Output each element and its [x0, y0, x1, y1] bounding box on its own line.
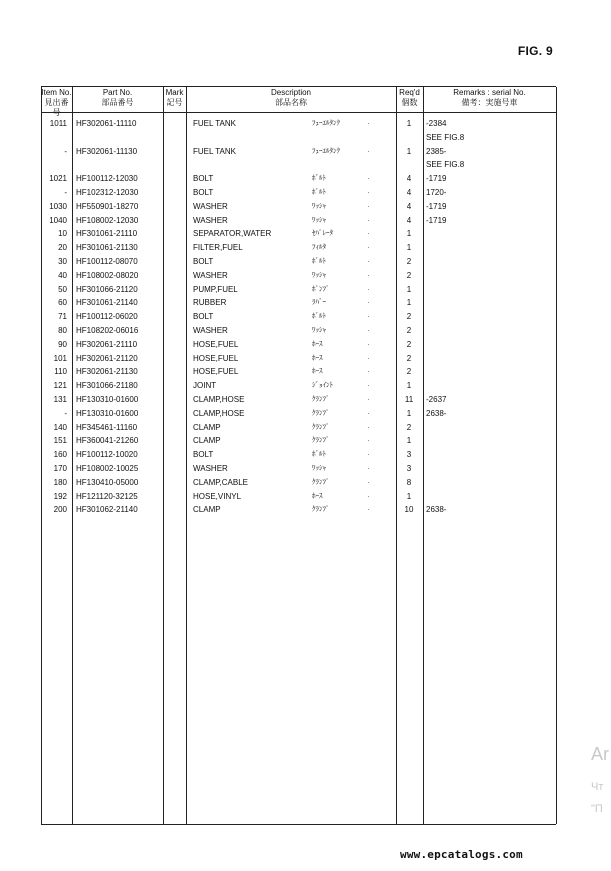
cell-part: HF100112-12030	[76, 174, 138, 184]
scan-dot	[368, 509, 369, 510]
header-item-no: Item No. 見出番号	[41, 88, 72, 117]
cell-qty: 4	[406, 187, 412, 197]
scan-dot	[368, 427, 369, 428]
table-row	[41, 241, 556, 255]
cell-part: HF302061-21110	[76, 339, 138, 349]
table-row	[41, 462, 556, 476]
scan-dot	[368, 371, 369, 372]
table-row	[41, 283, 556, 297]
table-row	[41, 145, 556, 159]
table-row	[41, 365, 556, 379]
cell-part: HF108002-08020	[76, 270, 139, 280]
cell-qty: 1	[406, 436, 412, 446]
cell-kana: ｼﾞｮｲﾝﾄ	[312, 382, 333, 390]
cell-part: HF301061-21140	[76, 298, 138, 308]
table-row	[41, 434, 556, 448]
cell-item: 40	[58, 270, 67, 280]
cell-item: 151	[53, 436, 67, 446]
cell-kana: ﾎｰｽ	[312, 492, 323, 500]
cell-qty: 2	[406, 353, 412, 363]
scan-dot	[368, 247, 369, 248]
cell-qty: 4	[406, 174, 412, 184]
cell-kana: ﾎﾞﾙﾄ	[312, 175, 326, 183]
cell-part: HF301061-21130	[76, 243, 138, 253]
cell-kana: ﾎﾞﾙﾄ	[312, 257, 326, 265]
scan-dot	[368, 151, 369, 152]
cell-item: -	[64, 146, 67, 156]
scan-dot	[368, 399, 369, 400]
cell-desc: CLAMP	[193, 436, 221, 446]
cell-desc: FUEL TANK	[193, 146, 236, 156]
cell-kana: ｸﾗﾝﾌﾟ	[312, 423, 330, 431]
cell-kana: ﾎﾟﾝﾌﾟ	[312, 285, 330, 293]
scan-dot	[368, 206, 369, 207]
table-row	[41, 393, 556, 407]
cell-item: 140	[53, 422, 67, 432]
cell-part: HF130410-05000	[76, 477, 139, 487]
cell-item: 10	[58, 229, 67, 239]
cell-item: 110	[54, 367, 67, 377]
cell-part: HF100112-10020	[76, 450, 138, 460]
cell-remark: 2638-	[426, 408, 447, 418]
cell-remark: 2385-	[426, 146, 447, 156]
cell-kana: ｸﾗﾝﾌﾟ	[312, 478, 330, 486]
cell-desc: BOLT	[193, 174, 214, 184]
table-row	[41, 117, 556, 131]
cell-qty: 2	[406, 256, 412, 266]
cell-kana: ﾌｭｰｴﾙﾀﾝｸ	[312, 147, 340, 155]
cell-item: 50	[58, 284, 67, 294]
cell-remark: -2384	[426, 119, 447, 128]
table-row	[41, 255, 556, 269]
table-row	[41, 379, 556, 393]
cell-kana: ﾗﾊﾞｰ	[312, 299, 326, 307]
cell-part: HF108202-06016	[76, 325, 139, 335]
cell-item: -	[64, 408, 67, 418]
cell-kana: ﾜｯｼｬ	[312, 326, 326, 334]
scan-dot	[368, 330, 369, 331]
scan-dot	[368, 358, 369, 359]
cell-item: 80	[58, 325, 67, 335]
cell-remark: SEE FIG.8	[426, 160, 465, 170]
table-row	[41, 186, 556, 200]
cell-desc: HOSE,FUEL	[193, 353, 239, 363]
cell-part: HF550901-18270	[76, 201, 139, 211]
cell-desc: WASHER	[193, 215, 228, 225]
header-reqd: Req'd 個数	[399, 88, 420, 107]
cell-desc: WASHER	[193, 463, 228, 473]
cell-part: HF108002-10025	[76, 463, 139, 473]
cell-qty: 4	[406, 215, 412, 225]
cell-desc: CLAMP,CABLE	[193, 477, 248, 487]
cell-kana: ｸﾗﾝﾌﾟ	[312, 395, 330, 403]
cell-desc: BOLT	[193, 187, 214, 197]
table-row	[41, 490, 556, 504]
cell-desc: BOLT	[193, 256, 214, 266]
side-watermark-text: Чт	[591, 781, 604, 793]
cell-remark: -1719	[426, 215, 447, 225]
cell-desc: WASHER	[193, 201, 228, 211]
cell-item: 1011	[49, 119, 67, 128]
cell-item: 1040	[49, 215, 67, 225]
side-watermark-text: "П	[591, 803, 603, 815]
cell-kana: ﾎｰｽ	[312, 354, 323, 362]
scan-dot	[368, 192, 369, 193]
table-row	[41, 310, 556, 324]
cell-qty: 1	[406, 284, 412, 294]
cell-qty: 10	[404, 505, 414, 515]
header-description: Description 部品名称	[270, 88, 311, 107]
cell-remark: 1720-	[426, 187, 447, 197]
cell-part: HF100112-06020	[76, 312, 138, 322]
cell-item: 101	[53, 353, 67, 363]
cell-part: HF302061-11130	[76, 146, 138, 156]
cell-item: 192	[53, 491, 67, 501]
table-row	[41, 503, 556, 517]
cell-qty: 1	[406, 491, 412, 501]
table-row	[41, 269, 556, 283]
table-row	[41, 296, 556, 310]
cell-part: HF302061-11110	[76, 119, 137, 128]
cell-desc: FUEL TANK	[193, 119, 236, 128]
scan-dot	[368, 440, 369, 441]
cell-kana: ﾜｯｼｬ	[312, 464, 326, 472]
cell-desc: CLAMP,HOSE	[193, 394, 245, 404]
fig-label: FIG. 9	[517, 44, 553, 58]
side-watermark-text: Ar	[591, 744, 609, 764]
cell-desc: WASHER	[193, 325, 228, 335]
cell-qty: 2	[406, 367, 412, 377]
cell-remark: SEE FIG.8	[426, 132, 465, 142]
header-part-no: Part No. 部品番号	[101, 88, 134, 107]
cell-qty: 1	[406, 408, 412, 418]
cell-qty: 2	[406, 312, 412, 322]
cell-desc: CLAMP,HOSE	[193, 408, 245, 418]
cell-part: HF108002-12030	[76, 215, 139, 225]
scan-dot	[368, 454, 369, 455]
header-divider	[41, 112, 556, 113]
scan-dot	[368, 302, 369, 303]
cell-qty: 1	[406, 243, 412, 253]
cell-item: -	[64, 187, 67, 197]
cell-kana: ｸﾗﾝﾌﾟ	[312, 409, 330, 417]
header-remarks: Remarks : serial No. 備考：実施号車	[453, 88, 526, 107]
scan-dot	[368, 220, 369, 221]
cell-desc: PUMP,FUEL	[193, 284, 238, 294]
table-row	[41, 172, 556, 186]
cell-qty: 4	[406, 201, 412, 211]
cell-desc: SEPARATOR,WATER	[193, 229, 272, 239]
scan-dot	[368, 233, 369, 234]
cell-part: HF301062-21140	[76, 505, 138, 515]
cell-kana: ﾜｯｼｬ	[312, 216, 326, 224]
scan-dot	[368, 261, 369, 262]
table-row	[41, 324, 556, 338]
table-row	[41, 421, 556, 435]
cell-part: HF301066-21180	[76, 381, 138, 391]
parts-table	[41, 86, 556, 825]
scan-dot	[368, 344, 369, 345]
cell-kana: ｸﾗﾝﾌﾟ	[312, 506, 330, 514]
footer-url: www.epcatalogs.com	[400, 848, 523, 861]
cell-desc: RUBBER	[193, 298, 227, 308]
scan-dot	[368, 178, 369, 179]
cell-part: HF345461-11160	[76, 422, 138, 432]
cell-part: HF301066-21120	[76, 284, 138, 294]
cell-item: 160	[53, 450, 67, 460]
cell-desc: FILTER,FUEL	[193, 243, 243, 253]
cell-qty: 3	[406, 450, 412, 460]
cell-kana: ﾎｰｽ	[312, 368, 323, 376]
scan-dot	[368, 482, 369, 483]
cell-qty: 11	[404, 394, 414, 404]
cell-item: 131	[53, 394, 67, 404]
cell-desc: BOLT	[193, 450, 214, 460]
cell-item: 180	[53, 477, 67, 487]
cell-kana: ﾌｨﾙﾀ	[312, 244, 326, 252]
table-row	[41, 407, 556, 421]
cell-kana: ﾎﾞﾙﾄ	[312, 313, 326, 321]
cell-part: HF121120-32125	[76, 491, 138, 501]
cell-item: 30	[58, 256, 67, 266]
cell-item: 1030	[49, 201, 67, 211]
cell-kana: ﾜｯｼｬ	[312, 202, 326, 210]
cell-remark: -1719	[426, 174, 447, 184]
table-row	[41, 200, 556, 214]
cell-qty: 1	[406, 119, 412, 128]
cell-kana: ｸﾗﾝﾌﾟ	[312, 437, 330, 445]
cell-qty: 1	[406, 381, 412, 391]
table-row	[41, 158, 556, 172]
cell-part: HF360041-21260	[76, 436, 139, 446]
cell-qty: 2	[406, 422, 412, 432]
cell-item: 1021	[49, 174, 67, 184]
cell-kana: ﾎｰｽ	[312, 340, 323, 348]
cell-desc: HOSE,VINYL	[193, 491, 242, 501]
cell-kana: ﾎﾞﾙﾄ	[312, 188, 326, 196]
cell-part: HF302061-21130	[76, 367, 138, 377]
table-row	[41, 131, 556, 145]
cell-part: HF130310-01600	[76, 408, 139, 418]
table-row	[41, 352, 556, 366]
cell-desc: BOLT	[193, 312, 214, 322]
table-row	[41, 476, 556, 490]
cell-part: HF100112-08070	[76, 256, 138, 266]
scan-dot	[368, 468, 369, 469]
cell-desc: CLAMP	[193, 422, 221, 432]
cell-remark: -1719	[426, 201, 447, 211]
cell-part: HF130310-01600	[76, 394, 139, 404]
cell-item: 90	[58, 339, 67, 349]
cell-qty: 2	[406, 325, 412, 335]
cell-desc: HOSE,FUEL	[193, 339, 239, 349]
cell-part: HF302061-21120	[76, 353, 138, 363]
table-body	[41, 117, 556, 517]
cell-desc: CLAMP	[193, 505, 221, 515]
scan-dot	[368, 496, 369, 497]
table-row	[41, 214, 556, 228]
cell-desc: JOINT	[193, 381, 217, 391]
scan-dot	[368, 316, 369, 317]
header-mark: Mark 記号	[165, 88, 184, 107]
cell-kana: ﾎﾞﾙﾄ	[312, 451, 326, 459]
cell-qty: 1	[406, 229, 412, 239]
cell-part: HF301061-21110	[76, 229, 138, 239]
cell-item: 60	[58, 298, 67, 308]
scan-dot	[368, 413, 369, 414]
cell-qty: 2	[406, 270, 412, 280]
cell-kana: ﾜｯｼｬ	[312, 271, 326, 279]
cell-remark: 2638-	[426, 505, 447, 515]
scan-dot	[368, 123, 369, 124]
cell-kana: ｾﾊﾟﾚｰﾀ	[312, 230, 333, 238]
cell-item: 170	[53, 463, 67, 473]
cell-qty: 2	[406, 339, 412, 349]
cell-kana: ﾌｭｰｴﾙﾀﾝｸ	[312, 120, 340, 127]
cell-qty: 3	[406, 463, 412, 473]
col-divider	[556, 87, 557, 824]
scan-dot	[368, 275, 369, 276]
cell-remark: -2637	[426, 394, 447, 404]
cell-item: 20	[58, 243, 67, 253]
cell-qty: 1	[406, 298, 412, 308]
table-row	[41, 338, 556, 352]
cell-item: 200	[53, 505, 67, 515]
cell-item: 71	[58, 312, 67, 322]
scan-dot	[368, 385, 369, 386]
cell-qty: 8	[406, 477, 412, 487]
table-row	[41, 227, 556, 241]
cell-qty: 1	[406, 146, 412, 156]
cell-desc: WASHER	[193, 270, 228, 280]
cell-desc: HOSE,FUEL	[193, 367, 239, 377]
cell-item: 121	[53, 381, 67, 391]
scan-dot	[368, 289, 369, 290]
cell-part: HF102312-12030	[76, 187, 139, 197]
table-row	[41, 448, 556, 462]
